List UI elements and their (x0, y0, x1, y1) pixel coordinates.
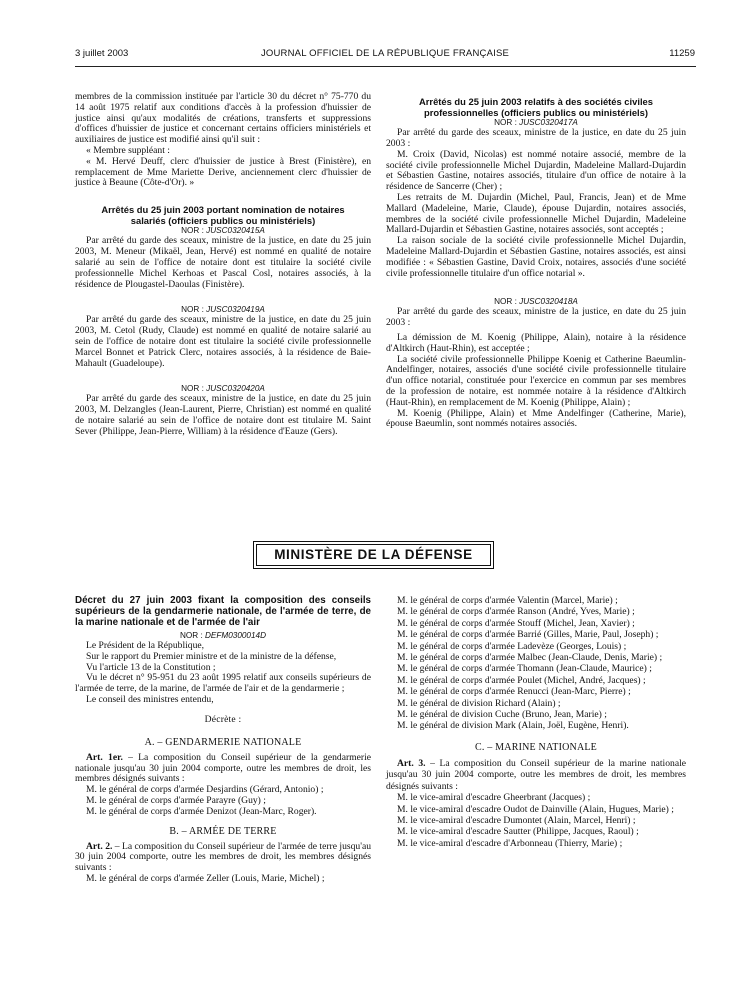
paragraph: « M. Hervé Deuff, clerc d'huissier de justice à Brest (Finistère), en remplacement de Mme Mariette Derive, anciennement clerc d'huissier de justice à Beaune (Côte-d'Or). » (75, 155, 371, 189)
journal-title: JOURNAL OFFICIEL DE LA RÉPUBLIQUE FRANÇAISE (260, 48, 510, 59)
list-item: M. le général de corps d'armée Parayre (Guy) ; (86, 794, 266, 806)
paragraph: Le Président de la République, (86, 640, 205, 651)
paragraph: Le conseil des ministres entendu, (86, 693, 214, 705)
list-item: M. le vice-amiral d'escadre d'Arbonneau (Thierry, Marie) ; (397, 837, 623, 849)
paragraph: La raison sociale de la société civile professionnelle Michel Dujardin, Madeleine Mallard-Dujardin et Sébastien Gastine, notaires associés, est ainsi modifiée : « Sébastien Gastine, David Croix, notaires, associés d'une société civile professionnelle titulaire d'un office notarial ». (386, 235, 686, 279)
paragraph: Par arrêté du garde des sceaux, ministre de la justice, en date du 25 juin 2003, M. Meneur (Mikaël, Jean, Hervé) est nommé en qualité de notaire salarié au sein de l'office de notaire dont est titulaire la société civile professionnelle Michel Kerhoas et Pascal Cosl, notaires associés, à la résidence de Plougastel-Daoulas (Finistère). (75, 235, 371, 290)
decree-right-column (386, 595, 686, 849)
list-item: M. le général de corps d'armée Zeller (Louis, Marie, Michel) ; (86, 872, 325, 884)
list-item: M. le vice-amiral d'escadre Dumontet (Alain, Marcel, Henri) ; (397, 814, 636, 826)
list-item: M. le général de corps d'armée Poulet (Michel, André, Jacques) ; (397, 674, 646, 686)
ministry-title: MINISTÈRE DE LA DÉFENSE (256, 544, 491, 566)
list-item: M. le général de corps d'armée Thomann (Jean-Claude, Maurice) ; (397, 663, 652, 675)
list-item: M. le vice-amiral d'escadre Gheerbrant (Jacques) ; (397, 792, 591, 804)
list-item: M. le général de corps d'armée Valentin (Marcel, Marie) ; (397, 595, 618, 606)
list-item: M. le général de division Richard (Alain) ; (397, 697, 561, 709)
list-item: M. le général de division Cuche (Bruno, Jean, Marie) ; (397, 709, 607, 721)
article-1: Art. 1er. – La composition du Conseil supérieur de la gendarmerie nationale jusqu'au 30 juin 2004 comporte, outre les membres de droit, les membres désignés suivants : (75, 751, 371, 785)
paragraph: Sur le rapport du Premier ministre et de la ministre de la défense, (86, 650, 337, 662)
paragraph: Les retraits de M. Dujardin (Michel, Paul, Francis, Jean) et de Mme Mallard (Madeleine, Marie, Claude), épouse Dujardin, notaires associés, membres de la société civile professionnelle Michel Dujardin, Madeleine Mallard-Dujardin et Sébastien Gastine, notaires associés, sont acceptés ; (386, 191, 686, 236)
ministry-heading (253, 541, 494, 569)
paragraph: La société civile professionnelle Philippe Koenig et Catherine Baeumlin-Andelfinger, notaires, associés d'une société civile professionnelle titulaire d'un office notarial, constituée pour l'exercice en commun par ses membres de la profession de notaire, est nommée notaire à la résidence d'Altkirch (Haut-Rhin), en remplacement de M. Koenig (Philippe, Alain) ; (386, 353, 686, 408)
header-rule (75, 66, 696, 67)
paragraph: membres de la commission instituée par l'article 30 du décret n° 75-770 du 14 août 1975 relatif aux conditions d'accès à la profession d'huissier de justice ainsi qu'aux modalités de créations, transferts et suppressions d'offices d'huissier de justice et concernant certains officiers ministériels et auxiliaires de justice est modifié ainsi qu'il suit : (75, 91, 371, 146)
decree-title: Décret du 27 juin 2003 fixant la composition des conseils supérieurs de la gendarmerie nationale, de l'armée de terre, de la marine nationale et de l'armée de l'air (75, 595, 371, 628)
list-item: M. le général de division Mark (Alain, Joël, Eugène, Henri). (397, 720, 629, 732)
paragraph: Par arrêté du garde des sceaux, ministre de la justice, en date du 25 juin 2003 : (386, 127, 686, 149)
paragraph: M. Croix (David, Nicolas) est nommé notaire associé, membre de la société civile professionnelle Michel Dujardin, Madeleine Mallard-Dujardin et Sébastien Gastine, notaires associés, titulaire d'un office de notaire à la résidence de Sancerre (Cher) ; (386, 148, 686, 193)
decree-left-column (75, 595, 371, 885)
left-column (75, 92, 371, 438)
decrete: Décrète : (204, 713, 242, 725)
nor-reference: NOR : JUSC0320419A (181, 305, 265, 315)
paragraph: Par arrêté du garde des sceaux, ministre de la justice, en date du 25 juin 2003, M. Cetol (Rudy, Claude) est nommé en qualité de notaire salarié au sein de l'office de notaire dont est titulaire la société civile professionnelle Marcel Bonnet et Patrick Clerc, notaires associés, à la résidence de Baie-Mahault (Guadeloupe). (75, 314, 371, 369)
nor-reference: NOR : JUSC0320420A (181, 384, 265, 394)
paragraph: Vu l'article 13 de la Constitution ; (86, 661, 216, 673)
page-number: 11259 (669, 48, 695, 59)
right-column (386, 97, 686, 430)
section-heading-a: A. – GENDARMERIE NATIONALE (144, 736, 302, 748)
list-item: M. le général de corps d'armée Ranson (André, Yves, Marie) ; (397, 606, 635, 618)
list-item: M. le général de corps d'armée Ladevèze (Georges, Louis) ; (397, 640, 627, 652)
page-header (75, 48, 695, 64)
paragraph: La démission de M. Koenig (Philippe, Alain), notaire à la résidence d'Altkirch (Haut-Rhin), est acceptée ; (386, 331, 686, 354)
nor-reference: NOR : JUSC0320415A (181, 226, 265, 236)
list-item: M. le général de corps d'armée Stouff (Michel, Jean, Xavier) ; (397, 617, 635, 629)
paragraph: M. Koenig (Philippe, Alain) et Mme Andelfinger (Catherine, Marie), épouse Baeumlin, sont nommés notaires associés. (386, 407, 686, 430)
list-item: M. le général de corps d'armée Malbec (Jean-Claude, Denis, Marie) ; (397, 652, 663, 664)
paragraph: Par arrêté du garde des sceaux, ministre de la justice, en date du 25 juin 2003, M. Delzangles (Jean-Laurent, Pierre, Christian) est nommé en qualité de notaire salarié au sein de l'office de notaire dont est titulaire M. Saint Sever (Philippe, Jean-Pierre, William) à la résidence d'Eauze (Gers). (75, 393, 371, 437)
paragraph: « Membre suppléant : (86, 144, 170, 156)
section-title: Arrêtés du 25 juin 2003 relatifs à des sociétés civiles professionnelles (officiers publics ou ministériels) (419, 96, 653, 118)
issue-date: 3 juillet 2003 (75, 48, 129, 59)
list-item: M. le général de corps d'armée Renucci (Jean-Marc, Pierre) ; (397, 686, 631, 698)
list-item: M. le général de corps d'armée Desjardins (Gérard, Antonio) ; (86, 784, 324, 796)
section-title: Arrêtés du 25 juin 2003 portant nomination de notaires salariés (officiers publics ou ministériels) (101, 204, 345, 226)
article-2: Art. 2. – La composition du Conseil supérieur de l'armée de terre jusqu'au 30 juin 2004 comporte, outre les membres de droit, les membres désignés suivants : (75, 840, 371, 874)
list-item: M. le général de corps d'armée Barrié (Gilles, Marie, Paul, Joseph) ; (397, 629, 659, 641)
section-heading-b: B. – ARMÉE DE TERRE (169, 825, 277, 837)
paragraph: Vu le décret n° 95-951 du 23 août 1995 relatif aux conseils supérieurs de l'armée de terre, de la marine, de l'armée de l'air et de la gendarmerie ; (75, 672, 371, 695)
list-item: M. le général de corps d'armée Denizot (Jean-Marc, Roger). (86, 805, 317, 817)
section-heading-c: C. – MARINE NATIONALE (475, 741, 597, 753)
paragraph: Par arrêté du garde des sceaux, ministre de la justice, en date du 25 juin 2003 : (386, 306, 686, 329)
list-item: M. le vice-amiral d'escadre Sautter (Philippe, Jacques, Raoul) ; (397, 826, 639, 838)
list-item: M. le vice-amiral d'escadre Oudot de Dainville (Alain, Hugues, Marie) ; (397, 803, 674, 815)
article-3: Art. 3. – La composition du Conseil supérieur de la marine nationale jusqu'au 30 juin 2004 comporte, outre les membres de droit, les membres désignés suivants : (386, 757, 686, 792)
nor-reference: NOR : JUSC0320418A (494, 297, 578, 307)
nor-reference: NOR : DEFM0300014D (179, 631, 266, 640)
nor-reference: NOR : JUSC0320417A (494, 118, 578, 128)
